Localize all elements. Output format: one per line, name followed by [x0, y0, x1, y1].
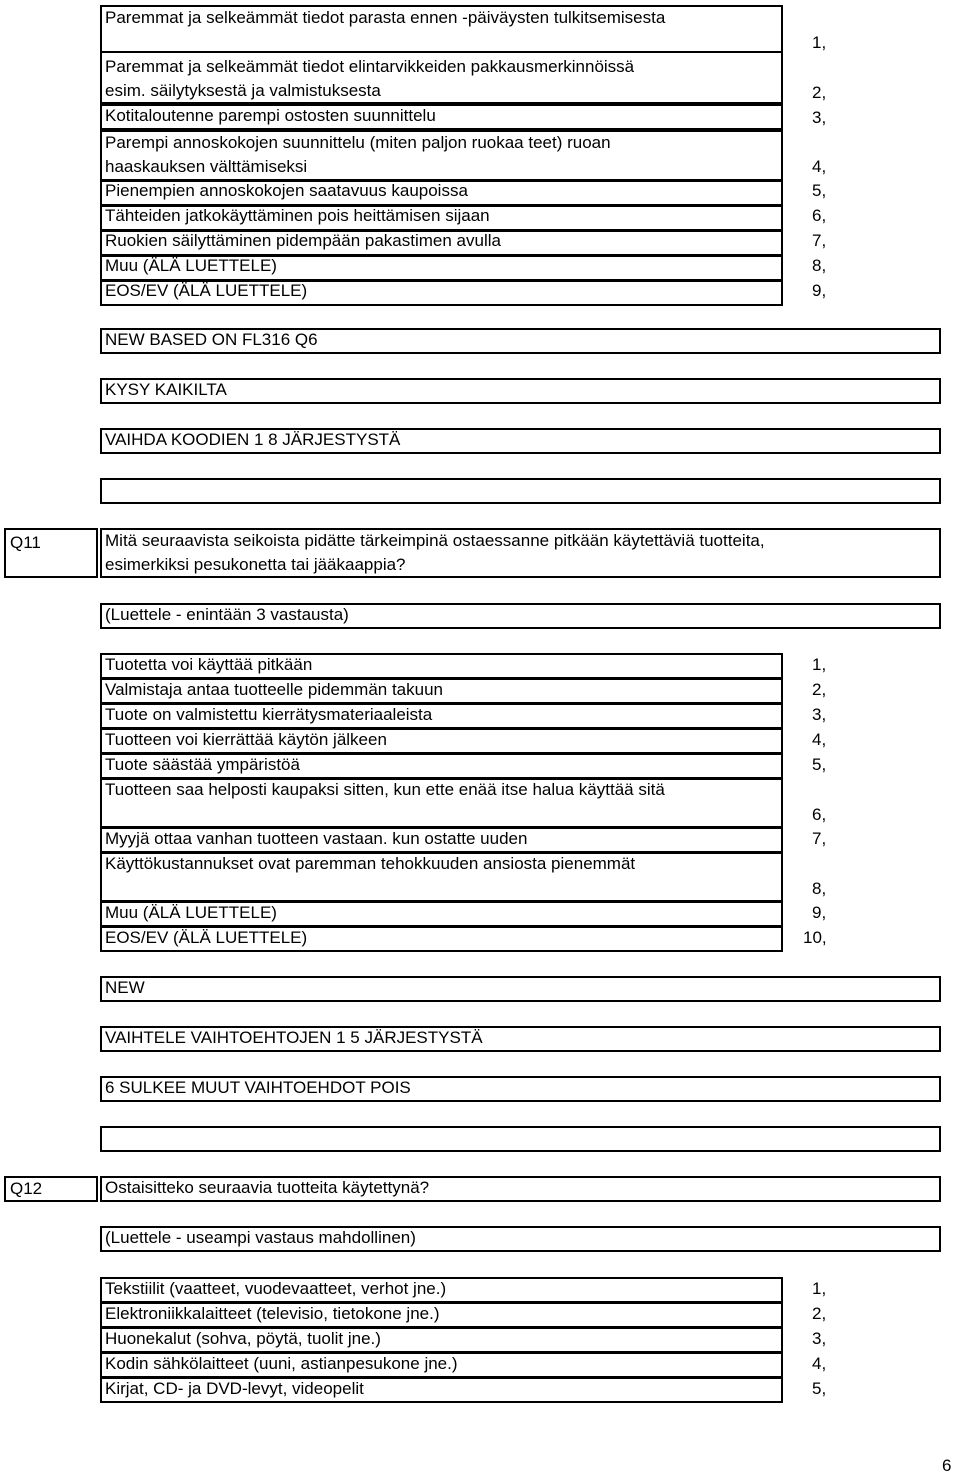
- q11-option-code-7: 7,: [812, 829, 827, 848]
- top-option-label-3: Kotitaloutenne parempi ostosten suunnittelu: [105, 106, 436, 125]
- q11-question-line1: Mitä seuraavista seikoista pidätte tärkeimpinä ostaessanne pitkään käytettäviä tuotteita,: [105, 531, 765, 550]
- note-exclusive: 6 SULKEE MUUT VAIHTOEHDOT POIS: [105, 1078, 411, 1097]
- q12-option-label-4: Kodin sähkölaitteet (uuni, astianpesukone jne.): [105, 1354, 458, 1373]
- q11-option-label-4: Tuotteen voi kierrättää käytön jälkeen: [105, 730, 387, 749]
- top-option-label-2a: Paremmat ja selkeämmät tiedot elintarvikkeiden pakkausmerkinnöissä: [105, 57, 635, 76]
- q11-option-label-6: Tuotteen saa helposti kaupaksi sitten, kun ette enää itse halua käyttää sitä: [105, 780, 665, 799]
- q11-instruction: (Luettele - enintään 3 vastausta): [105, 605, 349, 624]
- q11-option-code-2: 2,: [812, 680, 827, 699]
- q11-option-code-4: 4,: [812, 730, 827, 749]
- q11-option-label-9: Muu (ÄLÄ LUETTELE): [105, 903, 277, 922]
- top-option-code-2: 1,: [812, 33, 827, 52]
- q12-option-label-1: Tekstiilit (vaatteet, vuodevaatteet, verhot jne.): [105, 1279, 447, 1298]
- q12-option-code-4: 4,: [812, 1354, 827, 1373]
- q12-option-label-5: Kirjat, CD- ja DVD-levyt, videopelit: [105, 1379, 364, 1398]
- top-option-label-8: Muu (ÄLÄ LUETTELE): [105, 256, 277, 275]
- note-empty-box-1: [100, 478, 941, 504]
- q12-option-label-2: Elektroniikkalaitteet (televisio, tietokone jne.): [105, 1304, 440, 1323]
- top-option-label-1: Paremmat ja selkeämmät tiedot parasta ennen -päiväysten tulkitsemisesta: [105, 8, 666, 27]
- q11-option-label-8: Käyttökustannukset ovat paremman tehokkuuden ansiosta pienemmät: [105, 854, 636, 873]
- q11-option-label-2: Valmistaja antaa tuotteelle pidemmän takuun: [105, 680, 443, 699]
- note-new-box: [100, 976, 941, 1002]
- top-option-code-6: 5,: [812, 181, 827, 200]
- top-option-label-2b: esim. säilytyksestä ja valmistuksesta: [105, 81, 381, 100]
- q12-question: Ostaisitteko seuraavia tuotteita käytettynä?: [105, 1178, 430, 1197]
- q12-option-label-3: Huonekalut (sohva, pöytä, tuolit jne.): [105, 1329, 381, 1348]
- q11-option-code-10: 10,: [803, 928, 827, 947]
- q11-option-code-3: 3,: [812, 705, 827, 724]
- q11-option-label-5: Tuote säästää ympäristöä: [105, 755, 300, 774]
- top-option-code-9: 8,: [812, 256, 827, 275]
- q12-option-code-1: 1,: [812, 1279, 827, 1298]
- note-new-based: NEW BASED ON FL316 Q6: [105, 330, 318, 349]
- top-option-label-6: Tähteiden jatkokäyttäminen pois heittämisen sijaan: [105, 206, 490, 225]
- top-option-code-7: 6,: [812, 206, 827, 225]
- q12-option-code-2: 2,: [812, 1304, 827, 1323]
- q11-number: Q11: [4, 528, 98, 578]
- note-empty-box-2: [100, 1126, 941, 1152]
- top-option-label-5: Pienempien annoskokojen saatavuus kaupoissa: [105, 181, 468, 200]
- note-rotate: VAIHDA KOODIEN 1 8 JÄRJESTYSTÄ: [105, 430, 401, 449]
- top-option-code-5: 4,: [812, 157, 827, 176]
- q12-number: Q12: [4, 1176, 98, 1202]
- page-number: 6: [942, 1456, 952, 1475]
- q12-option-code-5: 5,: [812, 1379, 827, 1398]
- top-option-label-7: Ruokien säilyttäminen pidempään pakastimen avulla: [105, 231, 501, 250]
- q11-option-label-7: Myyjä ottaa vanhan tuotteen vastaan. kun ostatte uuden: [105, 829, 528, 848]
- top-option-code-8: 7,: [812, 231, 827, 250]
- top-option-code-4: 3,: [812, 108, 827, 127]
- q12-option-code-3: 3,: [812, 1329, 827, 1348]
- note-new: NEW: [105, 978, 145, 997]
- top-option-label-4b: haaskauksen välttämiseksi: [105, 157, 308, 176]
- top-option-label-4a: Parempi annoskokojen suunnittelu (miten paljon ruokaa teet) ruoan: [105, 133, 611, 152]
- q11-option-code-5: 5,: [812, 755, 827, 774]
- q12-instruction: (Luettele - useampi vastaus mahdollinen): [105, 1228, 416, 1247]
- q11-option-label-10: EOS/EV (ÄLÄ LUETTELE): [105, 928, 308, 947]
- top-option-code-3: 2,: [812, 83, 827, 102]
- q11-option-code-1: 1,: [812, 655, 827, 674]
- note-rotate-2: VAIHTELE VAIHTOEHTOJEN 1 5 JÄRJESTYSTÄ: [105, 1028, 483, 1047]
- q11-option-label-3: Tuote on valmistettu kierrätysmateriaaleista: [105, 705, 433, 724]
- top-option-label-9: EOS/EV (ÄLÄ LUETTELE): [105, 281, 308, 300]
- q11-question-line2: esimerkiksi pesukonetta tai jääkaappia?: [105, 555, 406, 574]
- top-option-code-10: 9,: [812, 281, 827, 300]
- q11-option-label-1: Tuotetta voi käyttää pitkään: [105, 655, 313, 674]
- q11-option-code-9: 9,: [812, 903, 827, 922]
- q11-option-code-6: 6,: [812, 805, 827, 824]
- q11-option-code-8: 8,: [812, 879, 827, 898]
- note-ask-all: KYSY KAIKILTA: [105, 380, 227, 399]
